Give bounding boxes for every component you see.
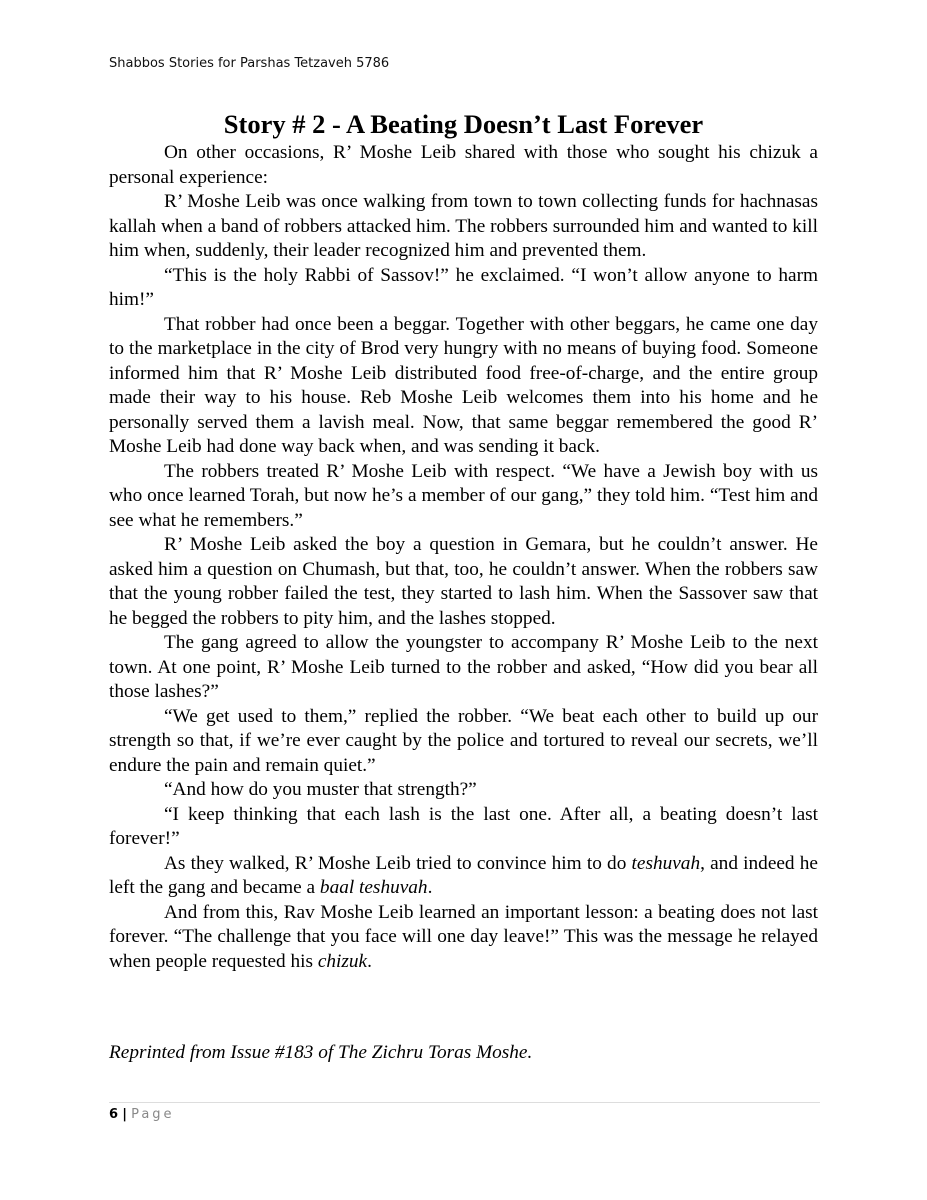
paragraph-text: The robbers treated R’ Moshe Leib with respect. “We have a Jewish boy with us who once learned Torah, but now he’s a member of our gang,” they told him. “Test him and see what he remembers.” <box>109 460 818 531</box>
paragraph-text: “And how do you muster that strength?” <box>164 779 477 800</box>
paragraph <box>109 313 818 460</box>
paragraph-text: . <box>367 950 372 972</box>
paragraph-text: The gang agreed to allow the youngster to accompany R’ Moshe Leib to the next town. At one point, R’ Moshe Leib turned to the robber and asked, “How did you bear all those lashes?” <box>109 632 818 702</box>
page-number: 6 <box>109 1107 119 1122</box>
paragraph-text: That robber had once been a beggar. Together with other beggars, he came one day to the marketplace in the city of Brod very hungry with no means of buying food. Someone informed him that R’ Moshe Leib distributed food free-of-charge, and the entire group made their way to his house. Reb Moshe Leib welcomes them into his home and he personally served them a lavish meal. Now, that same beggar remembered the good R’ Moshe Leib had done way back when, and was sending it back. <box>109 313 818 457</box>
footer-separator: | <box>122 1107 127 1122</box>
paragraph <box>109 631 818 705</box>
italic-term: chizuk <box>317 950 368 972</box>
italic-term: teshuvah <box>631 852 701 874</box>
paragraph <box>109 803 818 852</box>
paragraph <box>109 778 818 803</box>
story-title: Story # 2 - A Beating Doesn’t Last Forever <box>223 109 704 139</box>
paragraph-text: On other occasions, R’ Moshe Leib shared with those who sought his chizuk a personal experience: <box>109 142 818 188</box>
italic-term: baal teshuvah <box>319 877 428 898</box>
page-label: Page <box>131 1107 175 1122</box>
paragraph <box>109 705 818 779</box>
page-footer <box>109 1107 175 1122</box>
story-body <box>109 141 818 974</box>
paragraph-text: “I keep thinking that each lash is the last one. After all, a beating doesn’t last forever!” <box>109 803 818 849</box>
paragraph-text: , and indeed he left the gang and became a <box>109 852 818 898</box>
footer-divider <box>109 1102 820 1103</box>
paragraph-text: . <box>427 877 433 898</box>
paragraph <box>109 141 818 190</box>
paragraph-text: And from this, Rav Moshe Leib learned an important lesson: a beating does not last forever. “The challenge that you face will one day leave!” This was the message he relayed when people requested his <box>109 901 818 972</box>
paragraph-text: As they walked, R’ Moshe Leib tried to convince him to do <box>164 852 632 874</box>
paragraph <box>109 190 818 264</box>
paragraph <box>109 852 818 901</box>
paragraph <box>109 264 818 313</box>
paragraph-text: “We get used to them,” replied the robber. “We beat each other to build up our strength so that, if we’re ever caught by the police and tortured to reveal our secrets, we’ll endure the pain and remain quiet.” <box>109 705 818 776</box>
paragraph-text: R’ Moshe Leib was once walking from town to town collecting funds for hachnasas kallah when a band of robbers attacked him. The robbers surrounded him and wanted to kill him when, suddenly, their leader recognized him and prevented them. <box>109 191 818 261</box>
running-header: Shabbos Stories for Parshas Tetzaveh 5786 <box>109 56 390 71</box>
paragraph <box>109 460 818 534</box>
paragraph-text: R’ Moshe Leib asked the boy a question in Gemara, but he couldn’t answer. He asked him a question on Chumash, but that, too, he couldn’t answer. When the robbers saw that the young robber failed the test, they started to lash him. When the Sassover saw that he begged the robbers to pity him, and the lashes stopped. <box>109 534 818 629</box>
paragraph-text: “This is the holy Rabbi of Sassov!” he exclaimed. “I won’t allow anyone to harm him!” <box>109 264 818 310</box>
reprint-credit: Reprinted from Issue #183 of The Zichru Toras Moshe. <box>109 1042 533 1063</box>
paragraph <box>109 901 818 975</box>
paragraph <box>109 533 818 631</box>
